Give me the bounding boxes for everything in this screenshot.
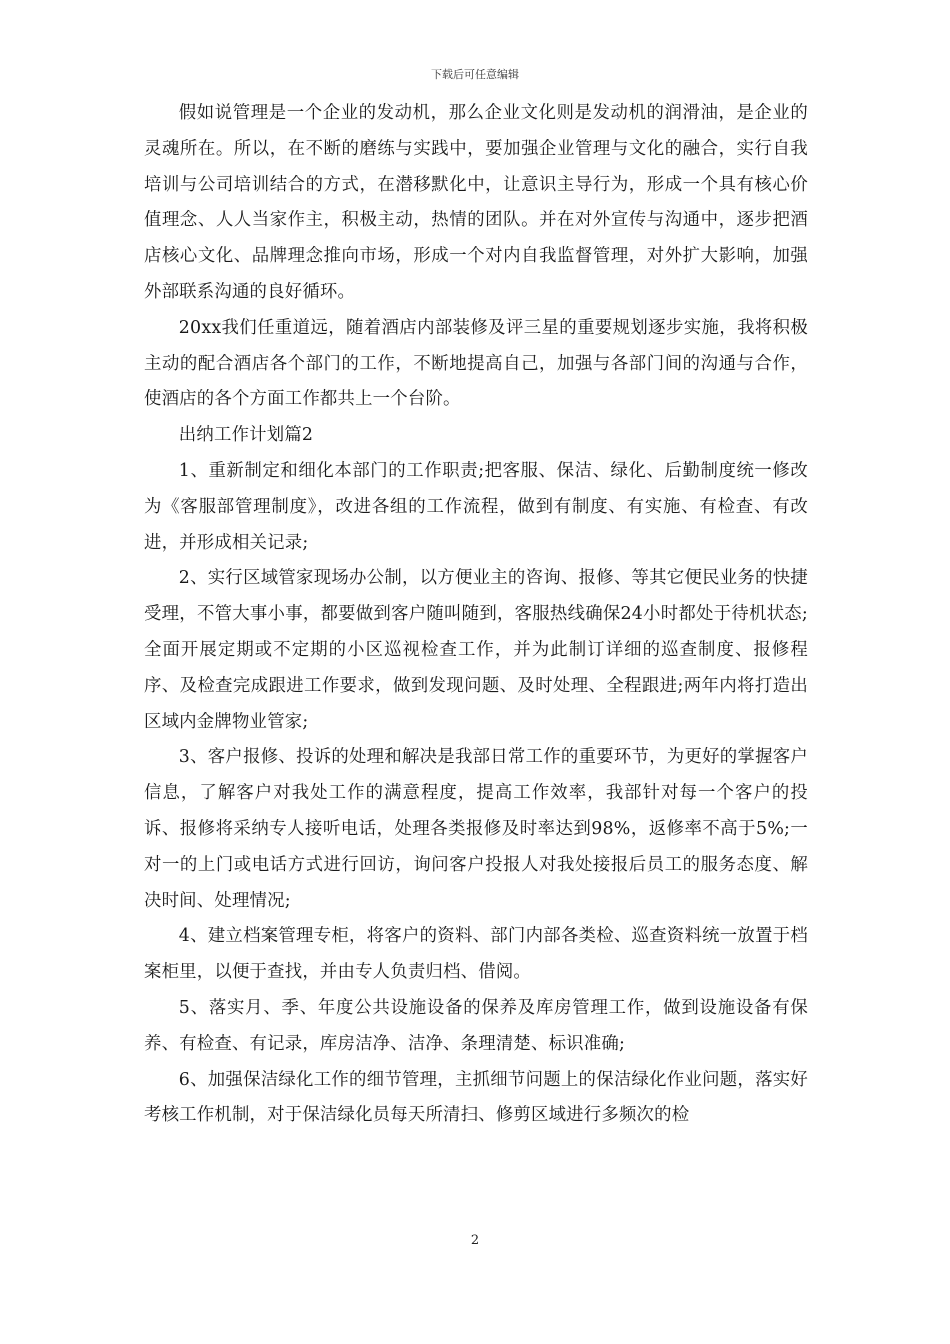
page-number: 2	[470, 1233, 480, 1248]
list-item-2: 2、实行区域管家现场办公制，以方便业主的咨询、报修、等其它便民业务的快捷受理，不管大事小事，都要做到客户随叫随到，客服热线确保24小时都处于待机状态;全面开展定期或不定期的小区巡视检查工作，并为此制订详细的巡查制度、报修程序、及检查完成跟进工作要求，做到发现问题、及时处理、全程跟进;两年内将打造出区域内金牌物业管家;	[144, 568, 808, 732]
document-body	[144, 96, 808, 1134]
paragraph-20xx: 20xx我们任重道远，随着酒店内部装修及评三星的重要规划逐步实施，我将积极主动的配合酒店各个部门的工作，不断地提高自己，加强与各部门间的沟通与合作，使酒店的各个方面工作都共上一个台阶。	[144, 317, 808, 410]
list-item-3: 3、客户报修、投诉的处理和解决是我部日常工作的重要环节，为更好的掌握客户信息，了解客户对我处工作的满意程度，提高工作效率，我部针对每一个客户的投诉、报修将采纳专人接听电话，处理各类报修及时率达到98%，返修率不高于5%;一对一的上门或电话方式进行回访，询问客户投报人对我处接报后员工的服务态度、解决时间、处理情况;	[144, 747, 808, 911]
header-note: 下载后可任意编辑	[431, 68, 519, 81]
list-item-4: 4、建立档案管理专柜，将客户的资料、部门内部各类检、巡查资料统一放置于档案柜里，以便于查找，并由专人负责归档、借阅。	[144, 926, 808, 983]
list-item-1: 1、重新制定和细化本部门的工作职责;把客服、保洁、绿化、后勤制度统一修改为《客服部管理制度》，改进各组的工作流程，做到有制度、有实施、有检查、有改进，并形成相关记录;	[144, 460, 808, 553]
list-item-6: 6、加强保洁绿化工作的细节管理，主抓细节问题上的保洁绿化作业问题，落实好考核工作机制，对于保洁绿化员每天所清扫、修剪区域进行多频次的检	[144, 1069, 808, 1126]
section-heading: 出纳工作计划篇2	[178, 425, 314, 446]
list-item-5: 5、落实月、季、年度公共设施设备的保养及库房管理工作，做到设施设备有保养、有检查、有记录，库房洁净、洁净、条理清楚、标识准确;	[144, 997, 808, 1054]
paragraph-culture: 假如说管理是一个企业的发动机，那么企业文化则是发动机的润滑油，是企业的灵魂所在。所以，在不断的磨练与实践中，要加强企业管理与文化的融合，实行自我培训与公司培训结合的方式，在潜移默化中，让意识主导行为，形成一个具有核心价值理念、人人当家作主，积极主动，热情的团队。并在对外宣传与沟通中，逐步把酒店核心文化、品牌理念推向市场，形成一个对内自我监督管理，对外扩大影响，加强外部联系沟通的良好循环。	[144, 103, 808, 302]
